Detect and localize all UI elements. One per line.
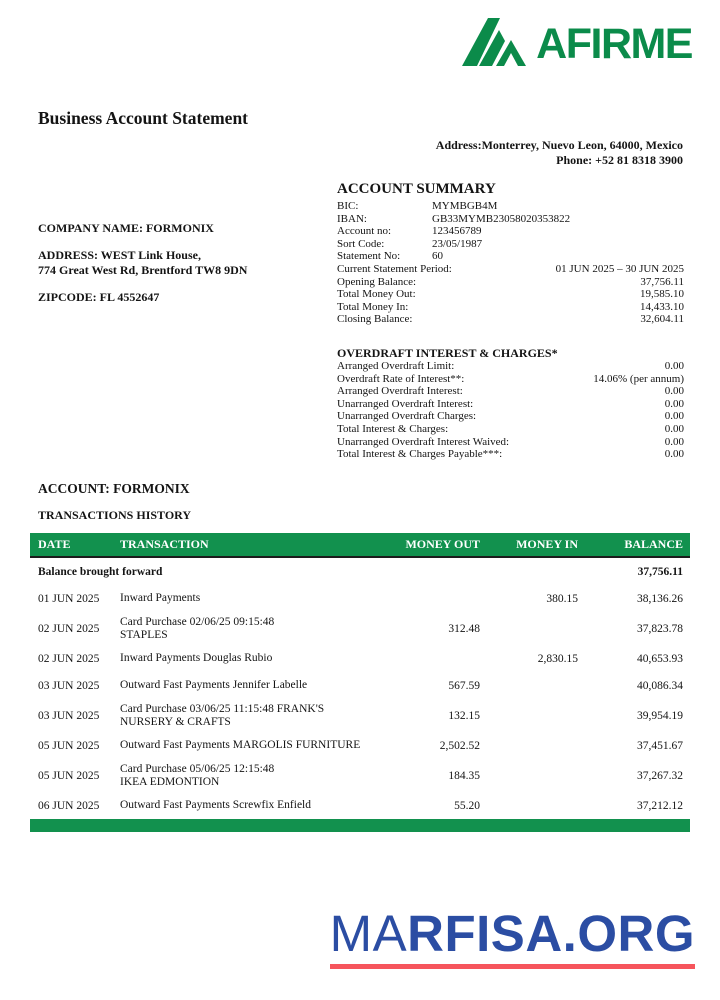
summary-field-statement-no: Statement No: 60 [337, 250, 443, 263]
page-title: Business Account Statement [38, 108, 249, 128]
site-logo [330, 906, 695, 969]
transactions-table [30, 533, 690, 832]
balance-brought-forward-row: Balance brought forward 37,756.11 [38, 565, 683, 578]
summary-field-account-no: Account no: 123456789 [337, 225, 482, 238]
summary-field-sort-code: Sort Code: 23/05/1987 [337, 237, 483, 250]
summary-statement-period: Current Statement Period: 01 JUN 2025 – 30 JUN 2025 [337, 262, 684, 275]
overdraft-row: Total Interest & Charges: 0.00 [337, 422, 684, 435]
table-row: 03 JUN 2025 Outward Fast Payments Jennifer Labelle 567.59 40,086.34 [38, 679, 683, 692]
table-row: 05 JUN 2025 Card Purchase 05/06/25 12:15:48 IKEA EDMONTION 184.35 37,267.32 [38, 763, 683, 788]
overdraft-row: Total Interest & Charges Payable***: 0.00 [337, 448, 684, 461]
summary-closing-balance: Closing Balance: 32,604.11 [337, 313, 684, 326]
summary-total-money-out: Total Money Out: 19,585.10 [337, 288, 684, 301]
overdraft-section [337, 346, 684, 461]
bank-contact-block [436, 138, 683, 168]
column-header-date: DATE [38, 537, 71, 551]
afirme-mountain-icon [456, 14, 528, 75]
company-address-line2: 774 Great West Rd, Brentford TW8 9DN [38, 263, 248, 277]
site-logo-underline [330, 964, 695, 969]
column-header-balance: BALANCE [624, 537, 683, 551]
summary-total-money-in: Total Money In: 14,433.10 [337, 300, 684, 313]
overdraft-row: Unarranged Overdraft Interest: 0.00 [337, 397, 684, 410]
account-summary-section [337, 181, 684, 326]
account-heading: ACCOUNT: FORMONIX [38, 481, 190, 496]
company-name: COMPANY NAME: FORMONIX [38, 221, 214, 235]
table-row: 02 JUN 2025 Inward Payments Douglas Rubio 2,830.15 40,653.93 [38, 652, 683, 665]
bank-name: AFIRME [536, 20, 692, 68]
summary-field-bic: BIC: MYMBGB4M [337, 200, 498, 212]
company-info-block [38, 221, 247, 305]
table-row: 05 JUN 2025 Outward Fast Payments MARGOLIS FURNITURE 2,502.52 37,451.67 [38, 739, 683, 752]
table-row: 02 JUN 2025 Card Purchase 02/06/25 09:15:48 STAPLES 312.48 37,823.78 [38, 616, 683, 641]
company-address-line1: ADDRESS: WEST Link House, [38, 248, 201, 262]
transactions-heading: TRANSACTIONS HISTORY [38, 508, 192, 522]
overdraft-row: Arranged Overdraft Interest: 0.00 [337, 385, 684, 398]
overdraft-row: Unarranged Overdraft Charges: 0.00 [337, 410, 684, 423]
overdraft-row: Arranged Overdraft Limit: 0.00 [337, 360, 684, 372]
summary-opening-balance: Opening Balance: 37,756.11 [337, 275, 684, 288]
overdraft-row: Overdraft Rate of Interest**: 14.06% (per annum) [337, 372, 684, 385]
site-wordmark: MARFISA.ORG [329, 905, 695, 962]
bank-logo [456, 14, 692, 75]
table-row: 06 JUN 2025 Outward Fast Payments Screwfix Enfield 55.20 37,212.12 [38, 799, 683, 812]
table-row: 01 JUN 2025 Inward Payments 380.15 38,136.26 [38, 592, 683, 605]
bank-address: Address:Monterrey, Nuevo Leon, 64000, Mexico [435, 138, 683, 152]
summary-field-iban: IBAN: GB33MYMB23058020353822 [337, 212, 571, 225]
column-header-transaction: TRANSACTION [120, 537, 209, 551]
overdraft-title: OVERDRAFT INTEREST & CHARGES* [337, 346, 558, 360]
column-header-money-out: MONEY OUT [405, 537, 480, 551]
column-header-money-in: MONEY IN [516, 537, 578, 551]
table-header-row [30, 533, 690, 558]
table-footer-bar [30, 819, 690, 832]
bank-phone: Phone: +52 81 8318 3900 [556, 153, 683, 167]
account-summary-title: ACCOUNT SUMMARY [337, 181, 496, 197]
company-zipcode: ZIPCODE: FL 4552647 [38, 290, 160, 304]
overdraft-row: Unarranged Overdraft Interest Waived: 0.00 [337, 435, 684, 448]
table-row: 03 JUN 2025 Card Purchase 03/06/25 11:15:48 FRANK'S NURSERY & CRAFTS 132.15 39,954.19 [38, 703, 683, 728]
